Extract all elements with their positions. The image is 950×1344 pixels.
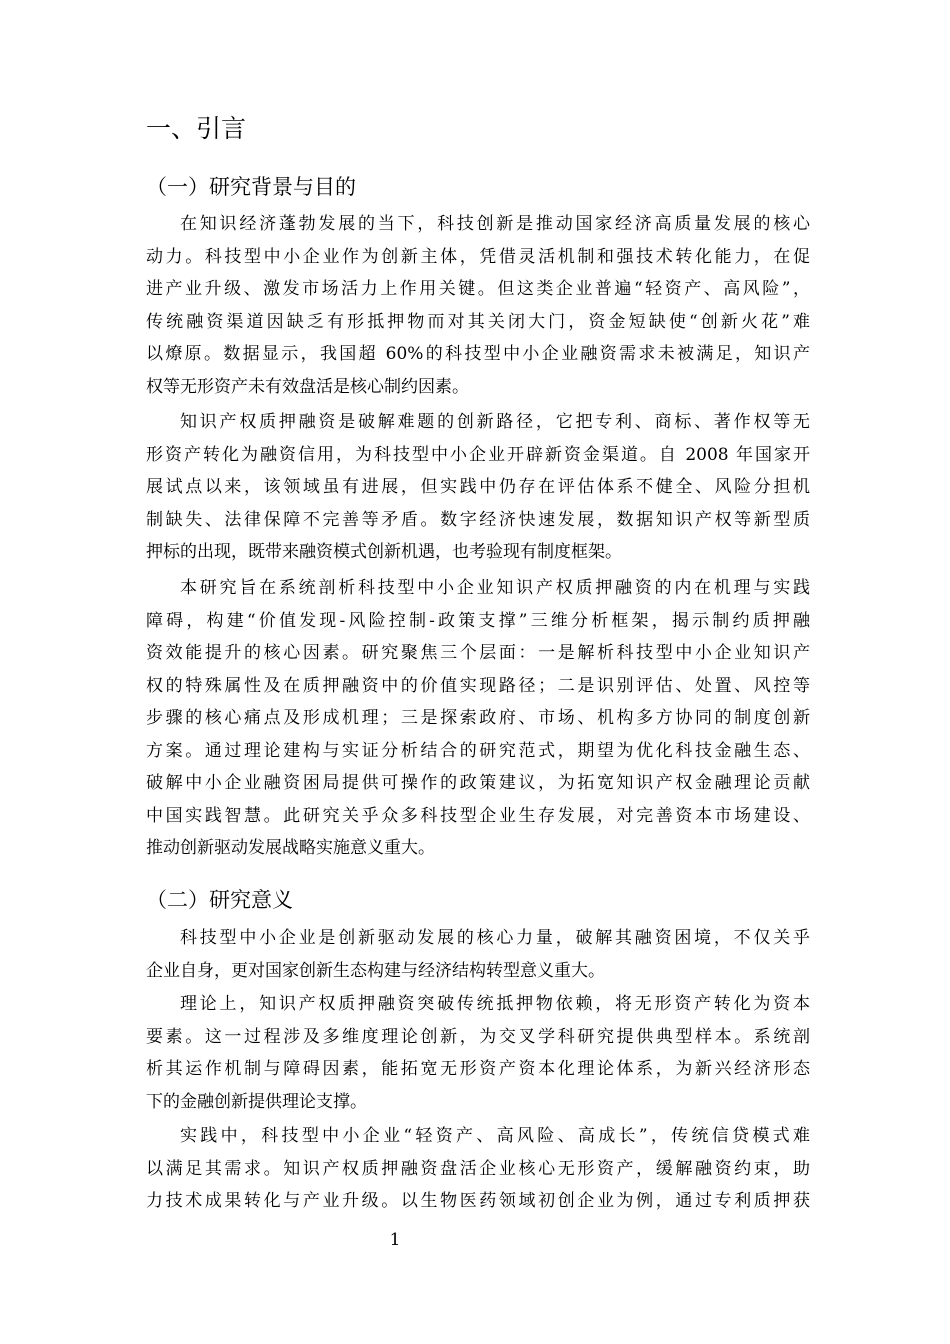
text-line: 传统融资渠道因缺乏有形抵押物而对其关闭大门，资金短缺使“创新火花”难 [146,311,810,332]
text-line: 动力。科技型中小企业作为创新主体，凭借灵活机制和强技术转化能力，在促 [146,246,810,267]
text-line: 实践中，科技型中小企业“轻资产、高风险、高成长”，传统信贷模式难 [180,1126,810,1146]
page-number: 1 [389,1230,401,1250]
text-line: 要素。这一过程涉及多维度理论创新，为交叉学科研究提供典型样本。系统剖 [146,1026,810,1047]
text-line: 制缺失、法律保障不完善等矛盾。数字经济快速发展，数据知识产权等新型质 [146,509,810,530]
paragraph-significance-2 [146,988,810,1118]
text-line: 权等无形资产未有效盘活是核心制约因素。 [146,376,469,397]
text-line: 推动创新驱动发展战略实施意义重大。 [146,838,435,858]
section-heading-background: （一）研究背景与目的 [146,175,356,199]
text-line: 本研究旨在系统剖析科技型中小企业知识产权质押融资的内在机理与实践 [180,578,810,598]
paragraph-background-1 [146,208,810,403]
paragraph-significance-1 [146,922,810,987]
text-line: 进产业升级、激发市场活力上作用关键。但这类企业普遍“轻资产、高风险”， [146,279,810,299]
text-line: 资效能提升的核心因素。研究聚焦三个层面：一是解析科技型中小企业知识产 [146,643,810,663]
text-line: 下的金融创新提供理论支撑。 [146,1091,367,1112]
text-line: 展试点以来，该领域虽有进展，但实践中仍存在评估体系不健全、风险分担机 [146,477,810,497]
text-line: 步骤的核心痛点及形成机理；三是探索政府、市场、机构多方协同的制度创新 [146,708,810,728]
text-line: 知识产权质押融资是破解难题的创新路径，它把专利、商标、著作权等无 [180,412,810,432]
text-line: 科技型中小企业是创新驱动发展的核心力量，破解其融资困境，不仅关乎 [180,928,810,948]
text-line: 理论上，知识产权质押融资突破传统抵押物依赖，将无形资产转化为资本 [180,994,810,1014]
text-line: 破解中小企业融资困局提供可操作的政策建议，为拓宽知识产权金融理论贡献 [146,773,810,793]
text-line: 中国实践智慧。此研究关乎众多科技型企业生存发展，对完善资本市场建设、 [146,805,810,826]
text-line: 以燎原。数据显示，我国超 60%的科技型中小企业融资需求未被满足，知识产 [146,344,810,364]
text-line: 形资产转化为融资信用，为科技型中小企业开辟新资金渠道。自 2008 年国家开 [146,444,810,465]
text-line: 押标的出现，既带来融资模式创新机遇，也考验现有制度框架。 [146,542,622,562]
text-line: 析其运作机制与障碍因素，能拓宽无形资产资本化理论体系，为新兴经济形态 [146,1059,810,1079]
paragraph-background-2 [146,406,810,569]
text-line: 力技术成果转化与产业升级。以生物医药领域初创企业为例，通过专利质押获 [146,1191,810,1211]
text-line: 在知识经济蓬勃发展的当下，科技创新是推动国家经济高质量发展的核心 [180,214,810,234]
chapter-heading: 一、引言 [146,114,247,143]
text-line: 权的特殊属性及在质押融资中的价值实现路径；二是识别评估、处置、风控等 [146,675,810,696]
paragraph-background-3 [146,572,810,865]
text-line: 障碍，构建“价值发现-风险控制-政策支撑”三维分析框架，揭示制约质押融 [146,610,810,631]
text-line: 方案。通过理论建构与实证分析结合的研究范式，期望为优化科技金融生态、 [146,740,810,761]
text-line: 以满足其需求。知识产权质押融资盘活企业核心无形资产，缓解融资约束，助 [146,1158,810,1179]
paragraph-significance-3 [146,1120,810,1218]
text-line: 企业自身，更对国家创新生态构建与经济结构转型意义重大。 [146,960,605,981]
section-heading-significance: （二）研究意义 [146,888,293,912]
